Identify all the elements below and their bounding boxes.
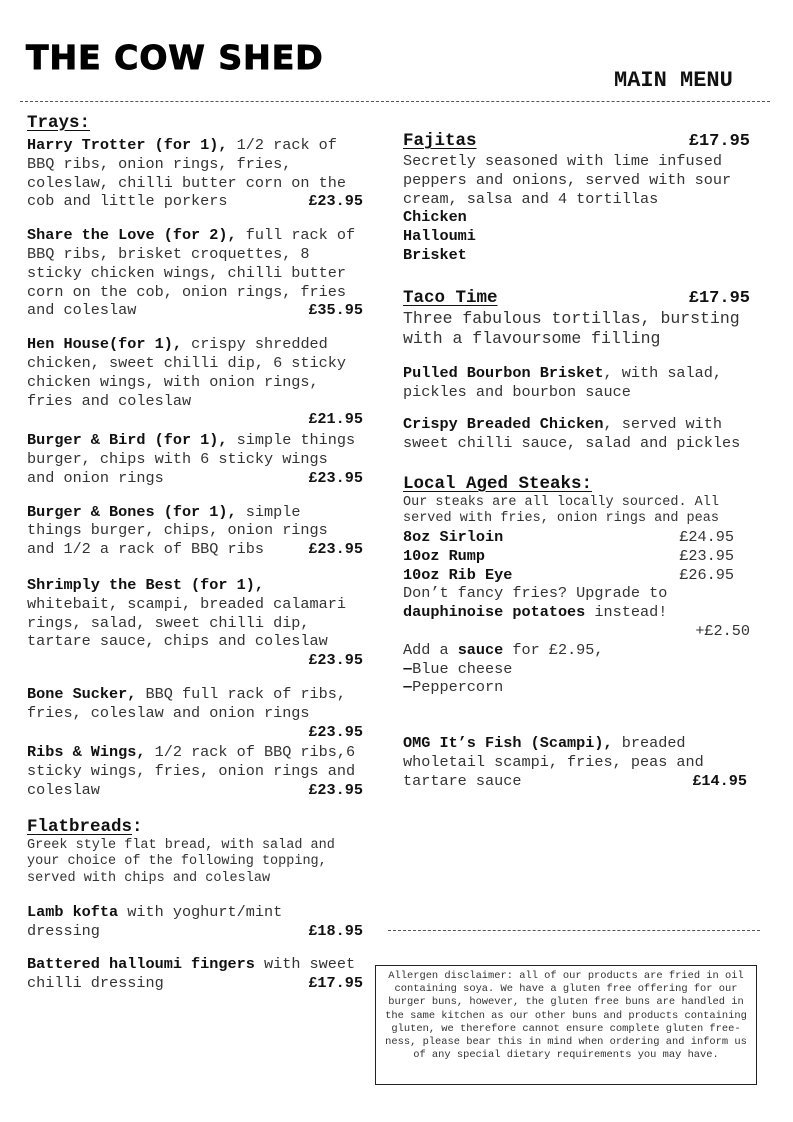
item-name: 10oz Rump (403, 546, 486, 565)
section-price: £17.95 (688, 132, 750, 151)
divider (388, 930, 760, 931)
page-title: MAIN MENU (614, 68, 733, 93)
menu-item (27, 335, 363, 429)
item-desc: with sweet chilli dressing (27, 954, 356, 992)
item-name: 8oz Sirloin (403, 527, 504, 546)
section-desc: Our steaks are all locally sourced. All served with fries, onion rings and peas (403, 494, 719, 527)
option-item: Chicken (403, 208, 467, 227)
menu-item (27, 685, 363, 741)
item-price: £23.95 (308, 722, 363, 741)
section-heading-steaks: Local Aged Steaks: (403, 473, 593, 494)
brand-logo: THE COW SHED (26, 38, 324, 77)
option-item: Halloumi (403, 227, 476, 246)
section-price: £17.95 (688, 288, 750, 308)
section-heading-flatbreads: Flatbreads: (27, 816, 143, 837)
section-fajitas-header (403, 130, 750, 152)
item-name: Share the Love (for 2), (27, 226, 237, 245)
section-heading-fajitas: Fajitas (403, 131, 477, 151)
item-price: £21.95 (308, 410, 363, 429)
item-name: Lamb kofta (27, 903, 119, 922)
sauce-option: ‒ Peppercorn (403, 678, 750, 697)
menu-item (403, 364, 750, 402)
item-name: Bone Sucker, (27, 684, 137, 703)
item-name: Harry Trotter (for 1), (27, 136, 228, 154)
item-desc: , with salad, pickles and bourbon sauce (403, 363, 722, 401)
item-price: £23.95 (308, 540, 363, 559)
item-name: OMG It’s Fish (Scampi), (403, 734, 613, 753)
item-price: £23.95 (308, 651, 363, 670)
menu-item (27, 743, 363, 799)
item-price: £17.95 (308, 973, 363, 992)
item-price: £23.95 (308, 192, 363, 211)
item-name: Hen House(for 1), (27, 335, 182, 354)
item-name: Ribs & Wings, (27, 743, 146, 762)
allergen-disclaimer: Allergen disclaimer: all of our products are fried in oil containing soya. We have a gluten free offering for our burger buns, however, the gluten free buns are handled in the same kitchen as our other buns and products containing gluten, we therefore cannot ensure complete gluten free-ness, please bear this in mind when ordering and inform us of any special dietary requirements you may have. (375, 965, 757, 1085)
section-desc: Secretly seasoned with lime infused peppers and onions, served with sour cream, salsa and 4 tortillas (403, 152, 732, 208)
upgrade-price: +£2.50 (695, 621, 750, 640)
menu-item (403, 734, 750, 790)
item-desc: simple things burger, chips, onion rings and 1/2 a rack of BBQ ribs (27, 502, 328, 559)
menu-item (27, 903, 363, 941)
menu-item (27, 955, 363, 993)
item-desc: breaded wholetail scampi, fries, peas and tartare sauce (403, 734, 704, 790)
upgrade-note: Don’t fancy fries? Upgrade to dauphinoise potatoes instead! (403, 584, 668, 622)
section-desc: Three fabulous tortillas, bursting with a flavoursome filling (403, 308, 740, 348)
steak-row (403, 528, 750, 547)
item-price: £23.95 (679, 546, 734, 565)
item-price: £35.95 (308, 301, 363, 320)
divider (20, 101, 770, 102)
item-desc: full rack of BBQ ribs, brisket croquettes, 8 sticky chicken wings, chilli butter corn on the cob, onion rings, fries and coleslaw (27, 226, 356, 320)
menu-item (27, 136, 363, 211)
steak-row (403, 547, 750, 566)
menu-item (27, 503, 363, 559)
item-price: £24.95 (679, 527, 734, 546)
item-desc: whitebait, scampi, breaded calamari rings, salad, sweet chilli dip, tartare sauce, chips and coleslaw (27, 594, 346, 651)
menu-item (27, 431, 363, 487)
section-flatbreads (27, 816, 363, 888)
item-desc: , served with sweet chilli sauce, salad and pickles (403, 415, 741, 453)
item-price: £26.95 (679, 565, 734, 584)
item-price: £23.95 (308, 780, 363, 799)
menu-item (27, 576, 363, 670)
item-name: Pulled Bourbon Brisket (403, 363, 604, 382)
item-name: Battered halloumi fingers (27, 954, 255, 973)
menu-item (403, 415, 750, 453)
item-name: Shrimply the Best (for 1), (27, 575, 264, 594)
item-desc: BBQ full rack of ribs, fries, coleslaw and onion rings (27, 684, 347, 722)
item-name: Burger & Bird (for 1), (27, 431, 228, 450)
sauce-option: ‒ Blue cheese (403, 660, 750, 679)
item-price: £23.95 (308, 468, 363, 487)
option-item: Brisket (403, 245, 467, 264)
left-column (27, 112, 363, 992)
steak-row (403, 566, 750, 585)
item-desc: 1/2 rack of BBQ ribs, onion rings, fries, coleslaw, chilli butter corn on the cob and little porkers (27, 136, 346, 211)
item-desc: simple things burger, chips with 6 sticky wings and onion rings (27, 431, 356, 487)
section-heading-trays: Trays: (27, 113, 91, 133)
sauce-note: Add a sauce for £2.95, (403, 640, 604, 659)
section-taco-header (403, 287, 750, 309)
item-desc: crispy shredded chicken, sweet chilli dip, 6 sticky chicken wings, with onion rings, fries and coleslaw (27, 335, 346, 410)
section-desc: Greek style flat bread, with salad and your choice of the following topping, served with chips and coleslaw (27, 837, 335, 886)
item-price: £18.95 (308, 922, 363, 940)
item-price: £14.95 (692, 771, 747, 790)
item-name: 10oz Rib Eye (403, 565, 513, 584)
item-name: Burger & Bones (for 1), (27, 502, 237, 521)
item-desc: with yoghurt/mint dressing (27, 903, 283, 940)
right-column (403, 130, 750, 791)
item-desc: 1/2 rack of BBQ ribs,6 sticky wings, fries, onion rings and coleslaw (27, 743, 356, 799)
item-name: Crispy Breaded Chicken (403, 415, 604, 434)
menu-item (27, 226, 363, 320)
section-heading-taco: Taco Time (403, 287, 498, 308)
